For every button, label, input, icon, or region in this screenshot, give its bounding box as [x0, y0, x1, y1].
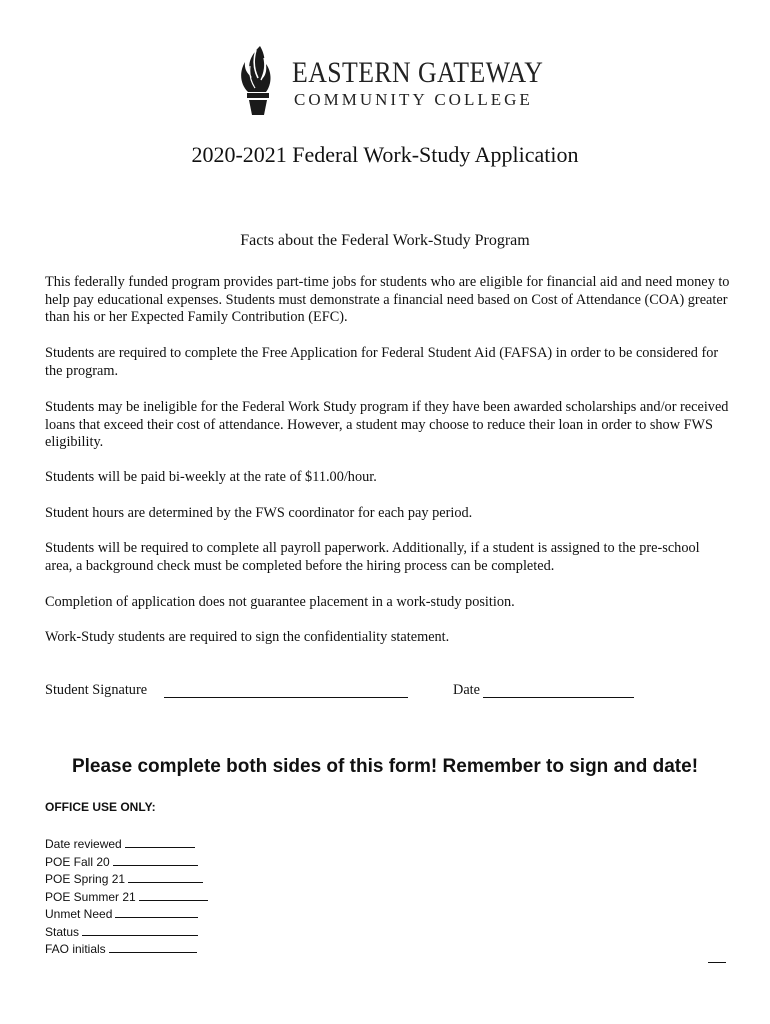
paragraph-fafsa-requirement: Students are required to complete the Free Application for Federal Student Aid (FAFSA) in order to be considered for the program.	[45, 345, 719, 379]
office-field-label: Status	[45, 924, 80, 939]
paragraph-payroll: Students will be required to complete all payroll paperwork. Additionally, if a student is assigned to the pre-school area, a background check must be completed before the hiring process can be completed.	[45, 540, 700, 574]
office-field-label: Unmet Need	[45, 907, 113, 921]
logo-wordmark-primary: EASTERN GATEWAY	[292, 56, 544, 89]
office-field-status	[45, 924, 208, 942]
form-title: 2020-2021 Federal Work-Study Application	[191, 142, 579, 167]
office-field-blank[interactable]	[82, 924, 198, 936]
paragraph-placement: Completion of application does not guarantee placement in a work-study position.	[45, 594, 515, 610]
office-use-fields	[45, 836, 208, 959]
logo-wordmark-secondary: COMMUNITY COLLEGE	[294, 90, 533, 109]
sign-date-reminder: Please complete both sides of this form! Remember to sign and date!	[71, 756, 699, 777]
office-field-label: POE Spring 21	[45, 872, 126, 886]
section-subtitle: Facts about the Federal Work-Study Program	[240, 232, 530, 249]
office-field-blank[interactable]	[109, 941, 197, 953]
office-field-poe-spring	[45, 871, 208, 889]
date-field[interactable]	[483, 697, 634, 698]
torch-flame-icon	[236, 44, 280, 116]
paragraph-eligibility: Students may be ineligible for the Federal Work Study program if they have been awarded scholarships and/or received loans that exceed their cost of attendance. However, a student may choose to reduce their loan in order to show FWS eligibility.	[45, 399, 729, 450]
college-logo	[236, 44, 544, 116]
office-field-blank[interactable]	[115, 906, 198, 918]
office-field-blank[interactable]	[139, 889, 208, 901]
office-field-date-reviewed	[45, 836, 208, 854]
office-field-blank[interactable]	[125, 836, 195, 848]
office-field-poe-summer	[45, 889, 208, 907]
office-field-fao-initials	[45, 941, 208, 959]
office-use-heading: OFFICE USE ONLY:	[45, 800, 156, 814]
page-corner-mark	[708, 962, 726, 963]
office-field-label: FAO initials	[45, 942, 106, 956]
office-field-unmet-need	[45, 906, 208, 924]
paragraph-program-description: This federally funded program provides part-time jobs for students who are eligible for financial aid and need money to help pay educational expenses. Students must demonstrate a financial need based on Cost of Attendance (COA) greater than his or her Expected Family Contribution (EFC).	[45, 274, 730, 325]
signature-label: Student Signature	[45, 682, 148, 698]
office-field-label: POE Summer 21	[45, 889, 136, 904]
date-label: Date	[453, 682, 480, 698]
paragraph-pay-rate: Students will be paid bi-weekly at the rate of $11.00/hour.	[45, 469, 377, 485]
office-field-blank[interactable]	[113, 854, 198, 866]
office-field-label: POE Fall 20	[45, 854, 110, 869]
paragraph-confidentiality: Work-Study students are required to sign the confidentiality statement.	[45, 629, 450, 645]
signature-field[interactable]	[164, 697, 408, 698]
paragraph-hours: Student hours are determined by the FWS coordinator for each pay period.	[45, 505, 473, 521]
office-field-label: Date reviewed	[45, 837, 122, 851]
office-field-blank[interactable]	[128, 871, 203, 883]
office-field-poe-fall	[45, 854, 208, 872]
